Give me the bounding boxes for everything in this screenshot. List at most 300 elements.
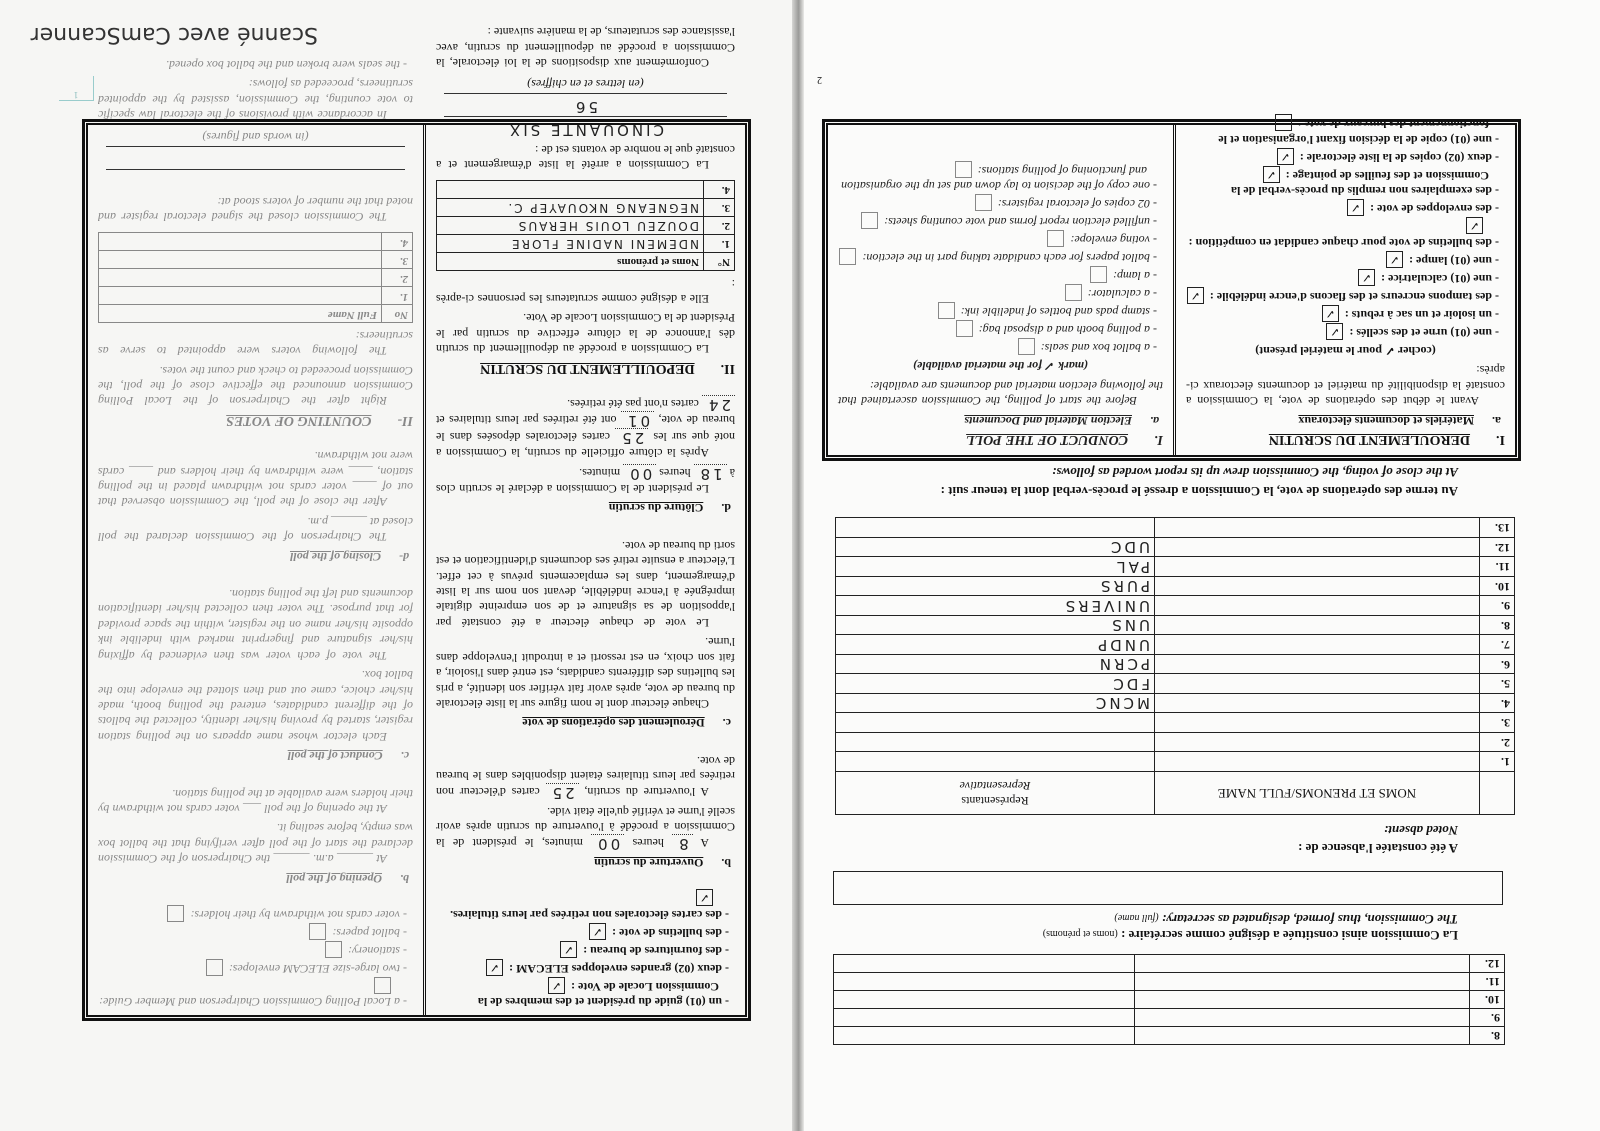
column-english bbox=[88, 57, 423, 1015]
heading-number: b. bbox=[721, 856, 731, 871]
row-number: 1. bbox=[704, 235, 735, 253]
checklist-item-label: - une (01) lampe : bbox=[1409, 253, 1499, 268]
checkbox[interactable] bbox=[1275, 114, 1292, 131]
instruction-note: (cocher ✓ pour le matériel présent) bbox=[1255, 343, 1436, 358]
heading-number: II- bbox=[397, 412, 413, 428]
checklist-item bbox=[838, 194, 1157, 211]
heading-number: I. bbox=[1496, 432, 1505, 447]
row-number bbox=[1470, 1027, 1505, 1045]
book-gutter bbox=[792, 0, 804, 1131]
row-number-text: 8. bbox=[1491, 1029, 1500, 1043]
paragraph: La Commission a procédé au dépouillement du scrutin dès l'annonce de la clôture effective du scrutin par le Président de la Commission Locale de Vote. bbox=[436, 311, 735, 357]
paragraph: At ______ a.m. ______ the Chairperson of the Commission declared the start of the poll after verifying that the ballot box was empty, before sealing it. bbox=[98, 821, 413, 867]
handwritten-value: 00 bbox=[623, 464, 656, 483]
row-number-text: 10. bbox=[1485, 993, 1500, 1007]
scrutineers-table bbox=[436, 180, 735, 271]
section-heading bbox=[98, 748, 409, 763]
heading-number: d. bbox=[721, 501, 731, 516]
row-number bbox=[1480, 557, 1515, 577]
table-row bbox=[437, 217, 735, 235]
paragraph bbox=[436, 396, 735, 461]
section-heading bbox=[98, 870, 409, 885]
checklist-item-label: - voting envelope: bbox=[1070, 232, 1157, 247]
representative-cell bbox=[836, 557, 1155, 577]
paragraph bbox=[436, 464, 735, 496]
name-cell bbox=[1155, 518, 1480, 538]
paragraph: Each elector whose name appears on the polling station register, started by proving his/her identity, collected the ballots of the different candidates, entered the polling booth, made his/her choice, came out and then slotted the envelope into the ballot box. bbox=[98, 668, 413, 744]
checklist-item-label: - a calculator: bbox=[1087, 286, 1157, 301]
text-segment: Le président de la Commission a déclaré le scrutin clos à bbox=[436, 465, 735, 497]
checklist-item bbox=[1186, 305, 1499, 322]
name-cell bbox=[1155, 713, 1480, 733]
handwritten-line bbox=[106, 169, 405, 190]
paragraph: Avant le début des opérations de vote, la Commission a constaté la disponibilité du matériel et documents électoraux ci-après: bbox=[1186, 363, 1505, 409]
text-segment: minutes, le président de la Commission a procédé à l'ouverture du scrutin après avoir scellé l'urne et vérifié qu'elle était vide. bbox=[436, 804, 735, 850]
header-number: N° bbox=[704, 253, 735, 271]
section-heading bbox=[838, 412, 1159, 427]
checkbox[interactable]: ✓ bbox=[1326, 323, 1343, 340]
paragraph: Before the start of polling, the Commission ascertained that the following election material and documents are available: bbox=[838, 378, 1163, 409]
section-heading bbox=[98, 548, 409, 563]
text-segment: cartes n'ont pas été retirées. bbox=[567, 397, 702, 412]
checkbox[interactable]: ✓ bbox=[1386, 251, 1403, 268]
spacer bbox=[436, 874, 735, 888]
checkbox[interactable]: ✓ bbox=[486, 959, 503, 976]
spacer bbox=[98, 767, 413, 781]
checklist-item bbox=[436, 889, 729, 921]
name-cell bbox=[1155, 733, 1480, 753]
heading-text: Opening of the poll bbox=[286, 871, 382, 886]
section-heading bbox=[436, 715, 731, 730]
handwritten-entry: PAL bbox=[1114, 557, 1150, 576]
handwritten-entry: PURS bbox=[1098, 577, 1150, 596]
row-number bbox=[1470, 973, 1505, 991]
checkbox[interactable]: ✓ bbox=[1358, 269, 1375, 286]
text-segment: heures bbox=[624, 835, 673, 850]
checklist-item-label: - une (01) urne et des scellés : bbox=[1349, 325, 1499, 340]
voter-count-field bbox=[98, 128, 413, 189]
heading-text: Election Material and Documents bbox=[964, 413, 1132, 428]
paragraph bbox=[436, 804, 735, 851]
checkbox[interactable]: ✓ bbox=[548, 977, 565, 994]
name-cell bbox=[1155, 577, 1480, 597]
text-segment: Après la clôture officielle du scrutin, la Commission a noté que sur les bbox=[436, 429, 735, 461]
table-row bbox=[836, 733, 1515, 753]
row-number bbox=[1470, 955, 1505, 973]
checklist-item bbox=[98, 977, 407, 1009]
row-number-text: 5. bbox=[1501, 677, 1510, 692]
row-number-text: 13. bbox=[1495, 521, 1510, 536]
text-segment: minutes. bbox=[579, 465, 624, 480]
checklist-item-label: - deux (02) copies de la liste électorale : bbox=[1299, 150, 1499, 165]
spacer bbox=[98, 890, 413, 904]
scrutineer-name bbox=[99, 287, 382, 305]
section-conduct-of-poll bbox=[823, 117, 1520, 460]
checklist-item bbox=[436, 941, 729, 958]
name-cell bbox=[1135, 955, 1470, 973]
secretary-hint-fr: (noms et prénoms) bbox=[1042, 928, 1118, 939]
checklist-item bbox=[838, 320, 1157, 337]
handwritten-entry: PCRN bbox=[1096, 655, 1150, 674]
scrutineer-name: DOUZEU LOUIS HERAUS bbox=[437, 217, 704, 235]
row-number-text: 11. bbox=[1485, 975, 1500, 989]
checkbox[interactable] bbox=[975, 194, 992, 211]
checklist-item-label: - des bulletins de vote : bbox=[612, 925, 729, 940]
name-cell bbox=[1155, 655, 1480, 675]
scrutineer-name: NEGNEANG NKOUAYEP C. bbox=[437, 199, 704, 217]
row-number-text: 10. bbox=[1495, 579, 1510, 594]
checklist-item bbox=[1186, 166, 1499, 198]
section-heading bbox=[436, 360, 735, 375]
header-representative bbox=[836, 772, 1155, 815]
row-number bbox=[1480, 577, 1515, 597]
name-cell bbox=[1155, 616, 1480, 636]
paragraph: Chaque électeur dont le nom figure sur la liste électorale du bureau de vote, après avoir fait vérifier son identité, a pris les bulletins des différents candidats, est entré dans l'isoloir, a fait son choix, en est ressorti et a introduit l'enveloppe dans l'urne. bbox=[436, 635, 735, 711]
table-row bbox=[836, 557, 1515, 577]
members-table-continued bbox=[833, 954, 1505, 1045]
representative-cell bbox=[834, 991, 1135, 1009]
table-header bbox=[99, 305, 413, 323]
checklist-item-label: - un isoloir et un sac à rebuts : bbox=[1344, 307, 1499, 322]
checklist-item-label: - une (01) copie de la décision fixant l'organisation et le fonctionnement des bureaux de vote : bbox=[1218, 117, 1499, 147]
close-statement-en: At the close of voting, the Commission drew up its report worded as follows: bbox=[1052, 465, 1458, 480]
table-row bbox=[836, 713, 1515, 733]
checkbox[interactable] bbox=[325, 941, 342, 958]
checkbox[interactable]: ✓ bbox=[1322, 305, 1339, 322]
name-cell bbox=[1155, 694, 1480, 714]
paragraph: Le vote de chaque électeur a été constaté par l'apposition de sa signature et de son empreinte digitale imprégnée à l'encre indélébile, devant son nom sur la liste d'émargement, dans les emplacements prévus à cet effet. L'électeur a ensuite retiré ses documents d'identification et est sorti du bureau de vote. bbox=[436, 538, 735, 630]
field-caption: (in words and figures) bbox=[202, 129, 309, 144]
checklist-item-label: - stamp pads and bottles of indelible ink: bbox=[960, 304, 1157, 319]
checkbox[interactable] bbox=[938, 302, 955, 319]
name-cell bbox=[1135, 1027, 1470, 1045]
checklist-item bbox=[98, 959, 407, 976]
representative-cell bbox=[836, 713, 1155, 733]
checklist-item-label: - a lamp: bbox=[1113, 268, 1157, 283]
name-cell bbox=[1155, 674, 1480, 694]
table-row bbox=[834, 973, 1505, 991]
heading-text: Clôture du scrutin bbox=[608, 501, 704, 516]
table-row bbox=[99, 269, 413, 287]
table-row bbox=[836, 635, 1515, 655]
checkbox[interactable] bbox=[839, 248, 856, 265]
paragraph: In accordance with provisions of the electoral law specific to vote counting, the Commission, assisted by the appointed scrutineers, proceeded as follows: bbox=[98, 77, 413, 123]
checkbox[interactable] bbox=[861, 212, 878, 229]
row-number bbox=[1480, 733, 1515, 753]
spacer bbox=[436, 378, 735, 392]
section-heading bbox=[98, 412, 413, 427]
section-heading bbox=[1186, 412, 1501, 427]
scanner-watermark: Scanné avec CamScanner bbox=[30, 22, 318, 47]
table-header bbox=[437, 253, 735, 271]
representative-cell bbox=[834, 1009, 1135, 1027]
representative-cell bbox=[836, 694, 1155, 714]
row-number: 2. bbox=[382, 269, 413, 287]
checkbox[interactable] bbox=[374, 977, 391, 994]
checkbox[interactable] bbox=[1090, 266, 1107, 283]
row-number bbox=[1480, 538, 1515, 558]
heading-text: Conduct of the poll bbox=[287, 749, 383, 764]
paragraph: The Chairperson of the Commission declared the poll closed at ______ p.m. bbox=[98, 514, 413, 545]
handwritten-entry: UNIVERS bbox=[1062, 596, 1150, 615]
heading-number: II. bbox=[720, 360, 735, 376]
heading-text: CONDUCT OF THE POLL bbox=[966, 432, 1129, 447]
secretary-label bbox=[1043, 911, 1458, 943]
table-row bbox=[834, 1027, 1505, 1045]
checklist-item-label: - a Local Polling Commission Chairperson and Member Guide: bbox=[99, 995, 407, 1009]
paragraph bbox=[435, 752, 735, 802]
paragraph: Conformément aux dispositions de la loi électorale, la Commission a procédé au dépouillement du scrutin, avec l'assistance des scrutateurs, de la manière suivante : bbox=[436, 25, 735, 70]
checkbox[interactable]: ✓ bbox=[1466, 217, 1483, 234]
checklist-item-label: - a ballot box and seals: bbox=[1040, 340, 1157, 355]
row-number bbox=[1480, 518, 1515, 538]
secretary-field[interactable] bbox=[833, 871, 1503, 905]
heading-text: DEPOUILLEMENT DU SCRUTIN bbox=[480, 360, 695, 376]
row-number bbox=[1480, 635, 1515, 655]
representative-cell bbox=[836, 635, 1155, 655]
secretary-label-en: The Commission, thus formed, designated as secretary: bbox=[1158, 912, 1458, 927]
checkbox[interactable]: ✓ bbox=[560, 941, 577, 958]
page-number: 2 bbox=[817, 74, 822, 85]
representatives-table bbox=[835, 518, 1515, 816]
paragraph: The following voters were appointed to serve as scrutineers: bbox=[98, 328, 413, 359]
table-row bbox=[836, 616, 1515, 636]
heading-text: COUNTING OF VOTES bbox=[226, 412, 372, 428]
row-number bbox=[1470, 991, 1505, 1009]
row-number-text: 6. bbox=[1501, 657, 1510, 672]
checklist-item bbox=[1186, 287, 1499, 304]
checklist-item-label: - a polling booth and a disposal bag: bbox=[978, 322, 1157, 337]
handwritten-line: CINQUANTE SIX bbox=[444, 116, 727, 137]
section-heading bbox=[436, 500, 731, 515]
checklist-item bbox=[98, 57, 407, 72]
row-number-text: 2. bbox=[1501, 735, 1510, 750]
row-number-text: 4. bbox=[1501, 696, 1510, 711]
checklist-item bbox=[1186, 323, 1499, 340]
checklist-item bbox=[838, 284, 1157, 301]
table-header bbox=[836, 772, 1515, 815]
text-segment: A l'ouverture du scrutin, bbox=[578, 784, 709, 799]
row-number bbox=[1480, 674, 1515, 694]
checklist-item-label: - one copy of the decision to lay down and set up the organisation and functioning of polling stations: bbox=[841, 163, 1157, 193]
name-cell bbox=[1155, 538, 1480, 558]
representative-cell bbox=[836, 518, 1155, 538]
name-cell bbox=[1155, 596, 1480, 616]
text-segment: cartes électorales déposées dans le bureau de vote, bbox=[436, 413, 735, 444]
representative-cell bbox=[836, 752, 1155, 772]
checklist-item bbox=[98, 941, 407, 958]
checklist-item bbox=[1186, 114, 1499, 146]
name-cell bbox=[1135, 973, 1470, 991]
checklist-item bbox=[1186, 199, 1499, 216]
handwritten-line: 56 bbox=[444, 93, 727, 114]
field-caption: (en lettres et en chiffres) bbox=[527, 77, 644, 92]
scrutineer-name bbox=[437, 181, 704, 199]
close-statement-fr: Au terme des opérations de vote, la Commission a dressé le procès-verbal dont la teneur suit : bbox=[940, 484, 1458, 499]
checkbox[interactable] bbox=[955, 161, 972, 178]
checkbox[interactable]: ✓ bbox=[589, 923, 606, 940]
scrutineer-name: NDEMENI NADINE FLORE bbox=[437, 235, 704, 253]
paragraph: Elle a désigné comme scrutateurs les personnes ci-après : bbox=[436, 276, 735, 306]
checkbox[interactable] bbox=[1047, 230, 1064, 247]
heading-text: Ouverture du scrutin bbox=[594, 856, 704, 871]
checklist-item bbox=[838, 230, 1157, 247]
checklist-item bbox=[838, 161, 1157, 193]
table-row bbox=[836, 694, 1515, 714]
header-rep-en: Representative bbox=[959, 779, 1031, 793]
checkbox[interactable] bbox=[309, 923, 326, 940]
table-row bbox=[836, 674, 1515, 694]
scrutineers-table bbox=[98, 232, 413, 323]
spacer bbox=[98, 568, 413, 582]
scrutineer-name bbox=[99, 233, 382, 251]
table-row bbox=[836, 577, 1515, 597]
heading-number: a. bbox=[1150, 413, 1159, 428]
scrutineer-name bbox=[99, 269, 382, 287]
checklist-item bbox=[436, 977, 729, 1009]
heading-number: c. bbox=[400, 749, 409, 764]
name-cell bbox=[1135, 991, 1470, 1009]
paragraph: After the close of the poll, the Commission observed that out of ____ voter cards not withdrawn placed in the polling station, ____ were withdrawn by their holders and ____ cards were not withdrawn. bbox=[98, 449, 413, 510]
handwritten-value: 00 bbox=[591, 834, 624, 853]
checklist-item-label: - two large-size ELECAM envelopes: bbox=[228, 961, 407, 976]
checkbox[interactable]: ✓ bbox=[1347, 199, 1364, 216]
text-segment: ont été retirées par leurs titulaires et bbox=[436, 413, 621, 428]
heading-text: DEROULEMENT DU SCRUTIN bbox=[1268, 432, 1471, 447]
checklist-item-label: - voter cards not withdrawn by their holders: bbox=[190, 907, 407, 922]
checklist-item-label: - des enveloppes de vote : bbox=[1370, 201, 1499, 216]
name-cell bbox=[1135, 1009, 1470, 1027]
table-row bbox=[437, 181, 735, 199]
checklist-item bbox=[1186, 251, 1499, 268]
representative-cell bbox=[836, 733, 1155, 753]
checkbox[interactable] bbox=[1018, 338, 1035, 355]
checklist-item bbox=[98, 923, 407, 940]
handwritten-value: 18 bbox=[694, 464, 727, 483]
page-number: 1 bbox=[59, 76, 94, 101]
secretary-hint-en: (full name) bbox=[1114, 912, 1159, 923]
checklist-item-label: - des exemplaires non remplis du procès-verbal de la Commission et des feuilles de pointage : bbox=[1231, 168, 1499, 199]
heading-text: Déroulement des opérations de vote bbox=[522, 716, 705, 731]
spacer bbox=[436, 734, 735, 748]
representative-cell bbox=[836, 655, 1155, 675]
text-segment: heures bbox=[656, 465, 694, 480]
table-row bbox=[836, 655, 1515, 675]
paragraph: At the opening of the poll ___ voter cards not withdrawn by their holders were available at the polling station. bbox=[98, 786, 413, 816]
checkbox[interactable]: ✓ bbox=[1263, 166, 1280, 183]
heading-text: Closing of the poll bbox=[289, 549, 381, 564]
checklist-item-label: - des fournitures de bureau : bbox=[583, 943, 729, 958]
representative-cell bbox=[836, 674, 1155, 694]
checklist-item-label: - des bulletins de vote pour chaque candidat en compétition : bbox=[1188, 235, 1499, 250]
row-number: 3. bbox=[382, 251, 413, 269]
checkbox[interactable] bbox=[956, 320, 973, 337]
checklist-item-label: - un (01) guide du président et des membres de la Commission Locale de Vote : bbox=[477, 979, 729, 1009]
handwritten-value: 24 bbox=[702, 395, 735, 414]
table-row bbox=[836, 752, 1515, 772]
representative-cell bbox=[836, 538, 1155, 558]
row-number-text: 1. bbox=[1501, 755, 1510, 770]
paragraph: Right after the Chairperson of the Local Polling Commission announced the effective close of the poll, the Commission proceeded to check and count the votes. bbox=[98, 363, 413, 409]
handwritten-entry: UNDP bbox=[1095, 635, 1150, 654]
header-number bbox=[1480, 772, 1515, 815]
representative-cell bbox=[836, 616, 1155, 636]
checkbox[interactable]: ✓ bbox=[1187, 287, 1204, 304]
checklist-item bbox=[1186, 269, 1499, 286]
name-cell bbox=[1155, 635, 1480, 655]
heading-number: c. bbox=[722, 716, 731, 731]
checklist-item bbox=[838, 302, 1157, 319]
checklist-item-label: - unfilled election report forms and vote counting sheets: bbox=[884, 214, 1157, 229]
scrutineer-name bbox=[99, 251, 382, 269]
row-number-text: 8. bbox=[1501, 618, 1510, 633]
handwritten-line bbox=[106, 146, 405, 167]
secretary-label-fr: La Commission ainsi constituée a désigné comme secrétaire : bbox=[1117, 928, 1458, 943]
spacer bbox=[98, 430, 413, 444]
column-french bbox=[423, 25, 745, 1015]
column-french bbox=[1173, 117, 1515, 455]
checklist-item-label: - ballot papers: bbox=[332, 925, 407, 940]
row-number: 2. bbox=[704, 217, 735, 235]
row-number bbox=[1480, 655, 1515, 675]
row-number bbox=[1470, 1009, 1505, 1027]
row-number: 4. bbox=[704, 181, 735, 199]
row-number bbox=[1480, 616, 1515, 636]
name-cell bbox=[1155, 752, 1480, 772]
text-segment: cartes d'électeur non retirées par leurs titulaires étaient disponibles dans le bureau de vote. bbox=[435, 753, 735, 799]
section-heading bbox=[436, 855, 731, 870]
handwritten-entry: UNS bbox=[1109, 616, 1150, 635]
row-number-text: 11. bbox=[1495, 560, 1510, 575]
row-number-text: 7. bbox=[1501, 638, 1510, 653]
paragraph: La Commission a arrêté la liste d'émargement et a constaté que le nombre de votants est de : bbox=[436, 142, 735, 173]
checkbox[interactable]: ✓ bbox=[696, 889, 713, 906]
checkbox[interactable] bbox=[167, 905, 184, 922]
handwritten-entry: MCNC bbox=[1092, 694, 1150, 713]
row-number bbox=[1480, 596, 1515, 616]
checklist-item bbox=[1186, 217, 1499, 249]
heading-number: b. bbox=[400, 871, 409, 886]
name-cell bbox=[1155, 557, 1480, 577]
checkbox[interactable]: ✓ bbox=[1277, 148, 1294, 165]
row-number bbox=[1480, 752, 1515, 772]
header-full-name: NOMS ET PRENOMS/FULL NAME bbox=[1155, 772, 1480, 815]
representative-cell bbox=[834, 955, 1135, 973]
checklist-item-label: - 02 copies of electoral registers: bbox=[997, 196, 1157, 211]
checklist-item bbox=[838, 212, 1157, 229]
column-english bbox=[828, 125, 1173, 455]
heading-text: Matériels et documents électoraux bbox=[1298, 413, 1474, 428]
checklist-item-label: - stationery: bbox=[348, 943, 407, 958]
representative-cell bbox=[836, 577, 1155, 597]
checkbox[interactable] bbox=[206, 959, 223, 976]
heading-number: a. bbox=[1492, 413, 1501, 428]
heading-number: d- bbox=[399, 549, 409, 564]
section-heading bbox=[838, 432, 1163, 447]
table-row bbox=[99, 251, 413, 269]
checklist-item bbox=[98, 905, 407, 922]
row-number-text: 9. bbox=[1501, 599, 1510, 614]
section-heading bbox=[1186, 432, 1505, 447]
checkbox[interactable] bbox=[1065, 284, 1082, 301]
checklist-item-label: - des cartes électorales non retirées par leurs titulaires. bbox=[450, 907, 729, 922]
text-segment: A bbox=[692, 835, 709, 850]
checklist-item bbox=[436, 959, 729, 976]
row-number-text: 12. bbox=[1495, 540, 1510, 555]
handwritten-entry: UDC bbox=[1107, 538, 1150, 557]
table-row bbox=[836, 596, 1515, 616]
table-row bbox=[836, 518, 1515, 538]
